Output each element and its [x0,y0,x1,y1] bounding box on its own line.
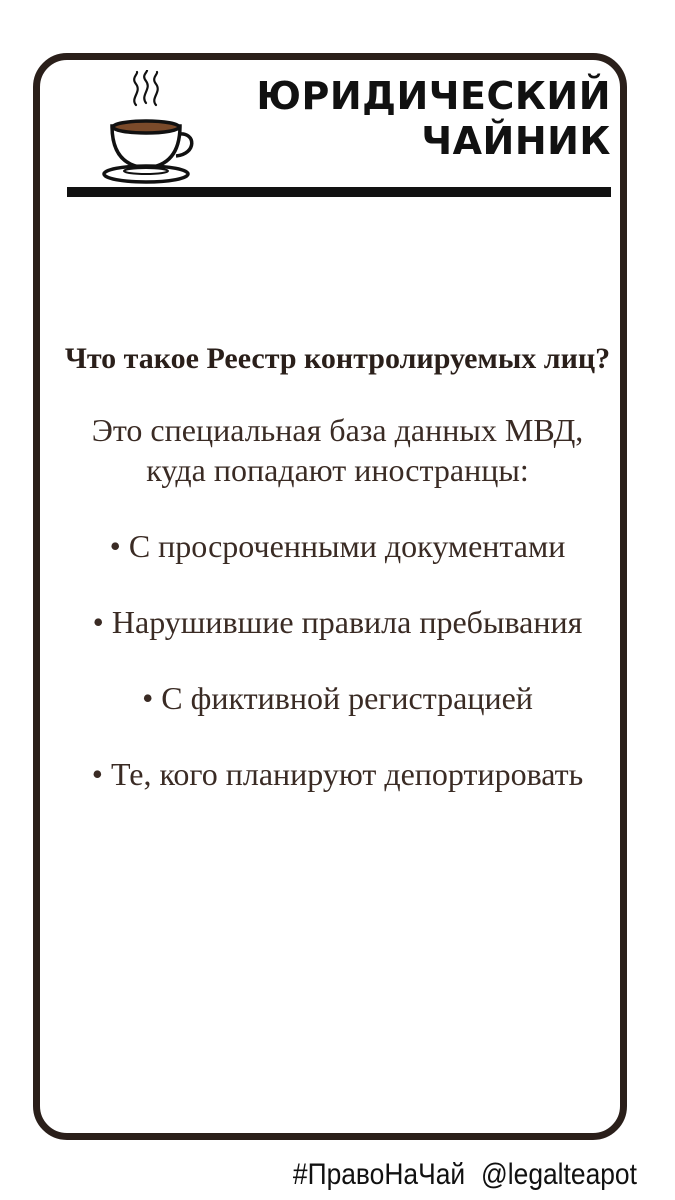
footer-tags [293,1157,637,1193]
header-divider [67,187,611,197]
card-content [60,338,615,830]
brand-title-line-2: ЧАЙНИК [421,119,611,163]
coffee-cup-icon [100,70,200,185]
brand-title-line-1: ЮРИДИЧЕСКИЙ [256,74,611,118]
account-handle-link[interactable]: @legalteapot [481,1158,637,1191]
list-item-planned-deportation: • Те, кого планируют депортировать [91,756,584,792]
question-heading: Что такое Реестр контролируемых лиц? [64,342,611,375]
list-item-fictitious-registration: • С фиктивной регистрацией [142,680,533,716]
list-item-expired-documents: • С просроченными документами [109,528,566,564]
hashtag-link[interactable]: #ПравоНаЧай [292,1158,466,1191]
list-item-stay-violations: • Нарушившие правила пребывания [92,604,583,640]
brand-title [191,74,611,164]
intro-text: Это специальная база данных МВД, куда попадают иностранцы: [91,412,584,488]
